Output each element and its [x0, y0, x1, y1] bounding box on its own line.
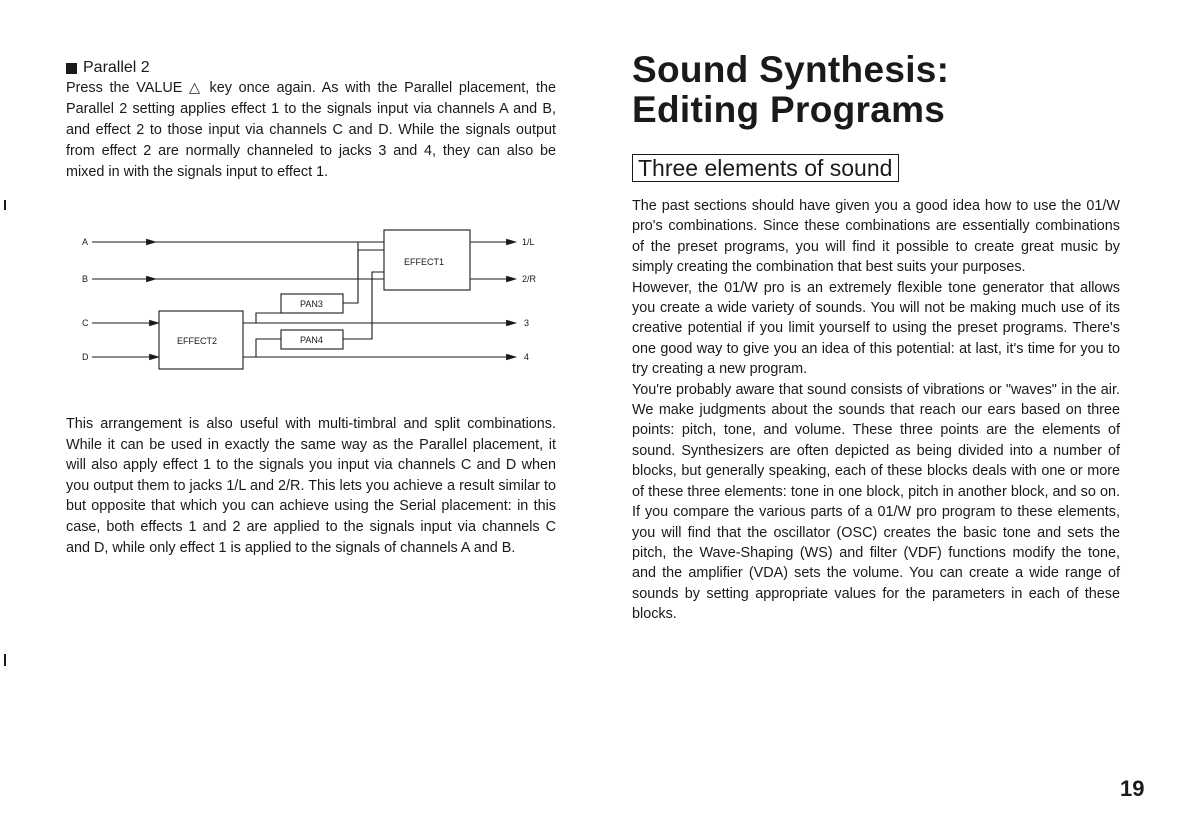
title-line-2: Editing Programs [632, 89, 946, 130]
pan3-out [343, 250, 384, 303]
intro-paragraph: Press the VALUE △ key once again. As with the Parallel placement, the Parallel 2 setting applies effect 1 to the signals input via channels A and B, and effect 2 to those input via channels C and D. While the signals output from effect 2 are normally channeled to jacks 3 and 4, they can also be mixed in with the signals input to effect 1. [66, 80, 556, 180]
effect1-label: EFFECT1 [404, 257, 445, 267]
input-label-a: A [82, 237, 89, 247]
pan4-label: PAN4 [300, 335, 323, 345]
pan3-label: PAN3 [300, 299, 323, 309]
subheading-parallel-2 [66, 58, 556, 78]
output-label-4: 4 [524, 352, 530, 362]
subheading-text: Parallel 2 [83, 59, 150, 76]
effect2-label: EFFECT2 [177, 336, 218, 346]
page-title [632, 50, 1120, 130]
output-label-3: 3 [524, 318, 530, 328]
output-label-2r: 2/R [522, 274, 537, 284]
after-diagram-paragraph: This arrangement is also useful with multi-timbral and split combinations. While it can be used in exactly the same way as the Parallel placement, it will also apply effect 1 to the signals you input via channels C and D when you output them to jacks 1/L and 2/R. This lets you achieve a result similar to but opposite that which you can achieve using the Serial placement: in this case, both effects 1 and 2 are applied to the signals input via channels C and D, while only effect 1 is applied to the signals of channels A and B. [66, 416, 556, 556]
body-paragraph-1: The past sections should have given you a good idea how to use the 01/W pro's combinations. Since these combinations are essentially combinations of the preset programs, you will find it possible to create great music by simply creating the combination that best suits your purposes. [632, 198, 1120, 276]
right-column [632, 50, 1120, 625]
input-label-d: D [82, 352, 89, 362]
square-bullet-icon [66, 63, 77, 74]
left-column [66, 58, 556, 183]
edge-mark [4, 654, 6, 666]
page-number: 19 [1120, 776, 1145, 801]
body-paragraph-3: You're probably aware that sound consists of vibrations or "waves" in the air. We make judgments about the sounds that reach our ears based on three points: pitch, tone, and volume. These three points are the elements of sound. Synthesizers are often depicted as being divided into a number of blocks, but generally speaking, each of these blocks deals with one or more of these three elements: tone in one block, pitch in another block, and so on. If you compare the various parts of a 01/W pro program to these elements, you will find that the oscillator (OSC) creates the basic tone and sets the pitch, the Wave-Shaping (WS) and filter (VDF) functions modify the tone, and the amplifier (VDA) sets the volume. You can create a wide range of sounds by setting appropriate values for the parameters in each of these blocks. [632, 381, 1120, 623]
edge-mark [4, 200, 6, 210]
body-paragraph-2: However, the 01/W pro is an extremely flexible tone generator that allows you create a wide variety of sounds. You will not be making much use of its creative potential if you limit yourself to using the preset programs. There's one good way to give you an idea of this potential: at last, it's time for you to try creating a new program. [632, 279, 1120, 378]
pan3-feed [256, 313, 281, 323]
left-column-lower [66, 414, 556, 558]
title-line-1: Sound Synthesis: [632, 49, 950, 90]
section-heading: Three elements of sound [632, 154, 899, 182]
parallel-2-signal-diagram [66, 222, 556, 377]
section-body [632, 196, 1120, 625]
pan4-out [343, 272, 384, 339]
input-label-b: B [82, 274, 89, 284]
pan4-feed [256, 339, 281, 357]
input-label-c: C [82, 318, 89, 328]
output-label-1l: 1/L [522, 237, 535, 247]
